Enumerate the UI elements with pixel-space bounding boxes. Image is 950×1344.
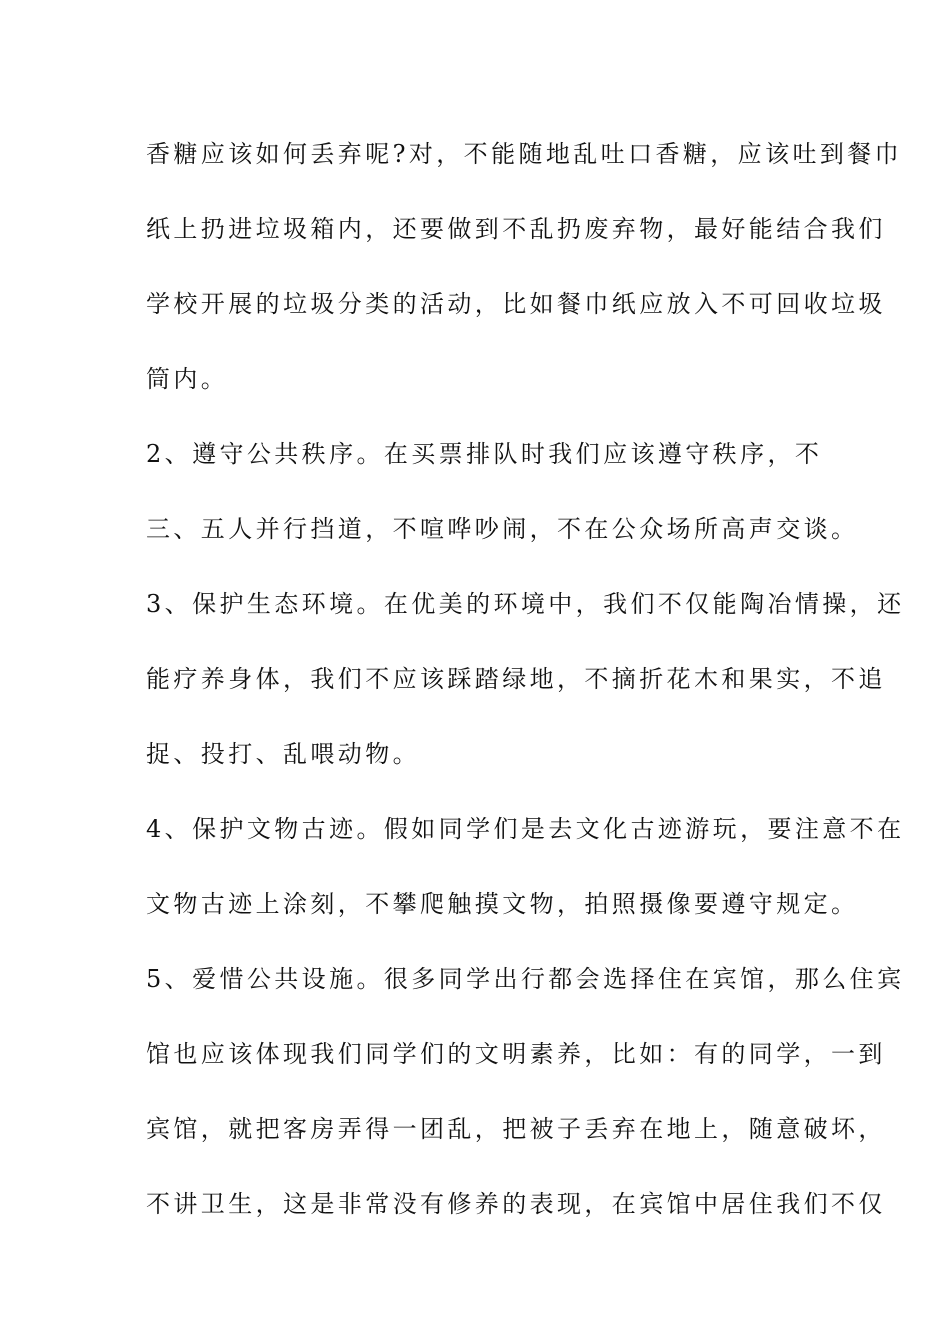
text-line: 4、保护文物古迹。假如同学们是去文化古迹游玩，要注意不在: [146, 815, 905, 843]
text-line: 香糖应该如何丢弃呢?对，不能随地乱吐口香糖，应该吐到餐巾: [146, 140, 903, 168]
text-line: 文物古迹上涂刻，不攀爬触摸文物，拍照摄像要遵守规定。: [146, 890, 859, 918]
text-line: 5、爱惜公共设施。很多同学出行都会选择住在宾馆，那么住宾: [146, 965, 905, 993]
text-line: 捉、投打、乱喂动物。: [146, 740, 420, 768]
text-line: 不讲卫生，这是非常没有修养的表现，在宾馆中居住我们不仅: [146, 1190, 886, 1218]
text-line: 能疗养身体，我们不应该踩踏绿地，不摘折花木和果实，不追: [146, 665, 886, 693]
text-line: 筒内。: [146, 365, 229, 393]
text-line: 2、遵守公共秩序。在买票排队时我们应该遵守秩序，不: [146, 440, 823, 468]
text-line: 纸上扔进垃圾箱内，还要做到不乱扔废弃物，最好能结合我们: [146, 215, 886, 243]
text-line: 3、保护生态环境。在优美的环境中，我们不仅能陶冶情操，还: [146, 590, 905, 618]
text-line: 学校开展的垃圾分类的活动，比如餐巾纸应放入不可回收垃圾: [146, 290, 886, 318]
text-line: 馆也应该体现我们同学们的文明素养，比如：有的同学，一到: [146, 1040, 886, 1068]
text-line: 宾馆，就把客房弄得一团乱，把被子丢弃在地上，随意破坏，: [146, 1115, 886, 1143]
text-line: 三、五人并行挡道，不喧哗吵闹，不在公众场所高声交谈。: [146, 515, 859, 543]
